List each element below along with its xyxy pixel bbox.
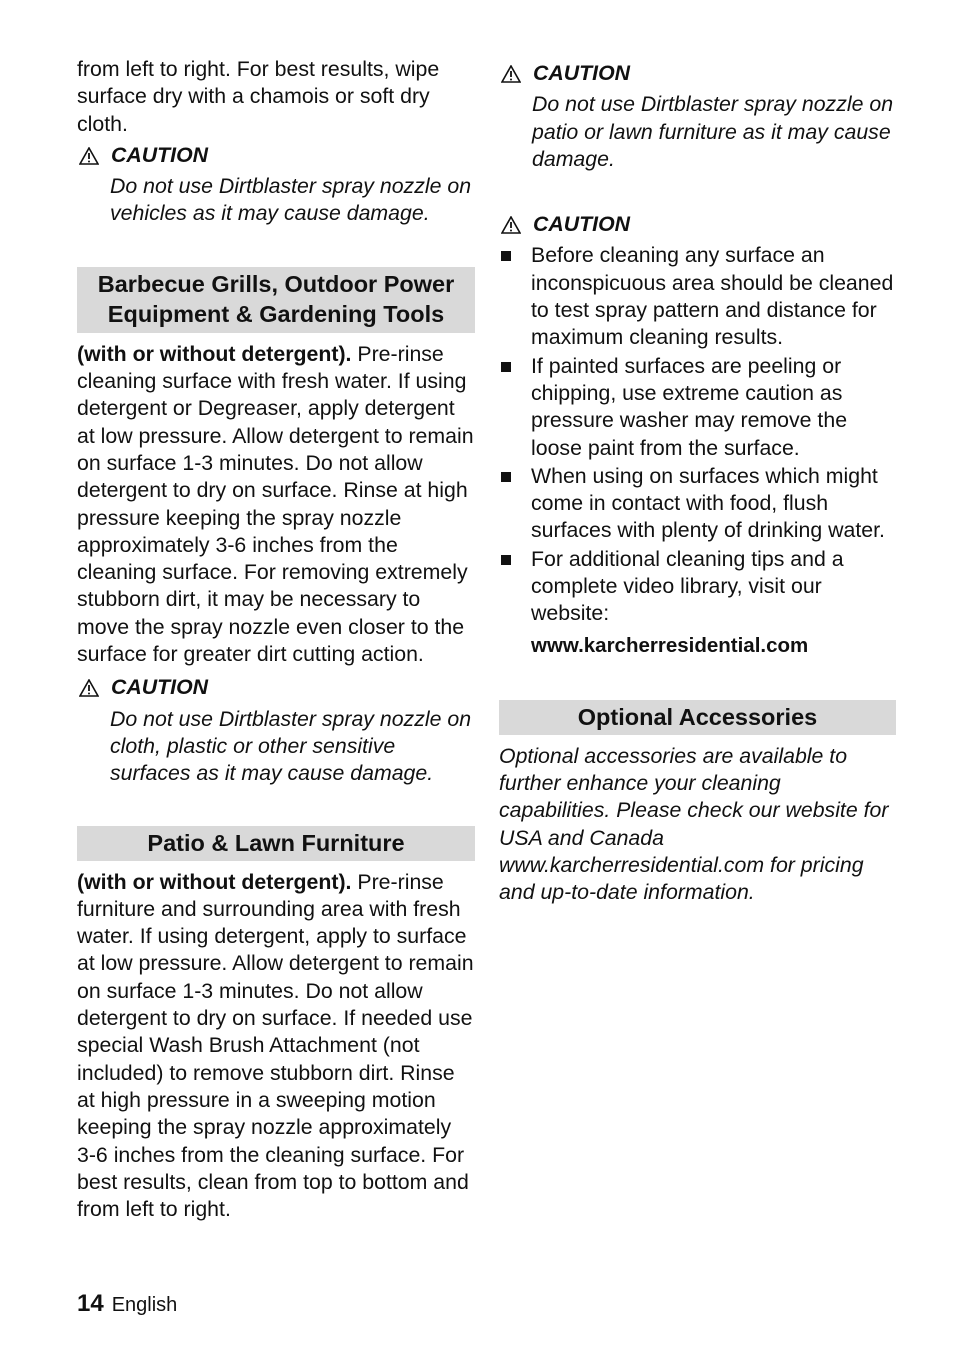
section-heading-accessories: Optional Accessories <box>499 700 896 735</box>
caution-bullet-list <box>499 242 896 627</box>
caution-text: Do not use Dirtblaster spray nozzle on patio or lawn furniture as it may cause damage. <box>532 92 894 171</box>
website-link[interactable]: www.karcherresidential.com <box>531 633 809 657</box>
caution-label: CAUTION <box>111 675 209 700</box>
page-footer <box>77 1290 177 1318</box>
page-number: 14 <box>77 1290 104 1317</box>
paragraph-body: Pre-rinse furniture and surrounding area with fresh water. If using detergent, apply to surface at low pressure. Allow detergent to remain on surface 1-3 minutes. Do not allow detergent to dry on surface. If needed use special Wash Brush Attachment (not included) to remove stubborn dirt. Rinse at high pressure in a sweeping motion keeping the spray nozzle approximately 3-6 inches from the cleaning surface. For best results, clean from top to bottom and from left to right. <box>77 869 474 1222</box>
section-heading-patio: Patio & Lawn Furniture <box>77 826 475 861</box>
bullet-item: When using on surfaces which might come in contact with food, flush surfaces with plenty of drinking water. <box>499 463 896 545</box>
caution-heading <box>77 142 475 169</box>
page-language: English <box>111 1294 178 1316</box>
bullet-item: Before cleaning any surface an inconspicuous area should be cleaned to test spray pattern and distance for maximum cleaning results. <box>499 242 896 351</box>
caution-text: Do not use Dirtblaster spray nozzle on cloth, plastic or other sensitive surfaces as it may cause damage. <box>110 706 472 786</box>
caution-heading <box>499 211 896 238</box>
section-paragraph-patio <box>77 869 475 1224</box>
square-bullet-icon <box>501 555 511 565</box>
paragraph-lead: (with or without detergent). <box>77 869 352 894</box>
square-bullet-icon <box>501 472 511 482</box>
square-bullet-icon <box>501 362 511 372</box>
accessories-paragraph: Optional accessories are available to further enhance your cleaning capabilities. Please check our website for USA and Canada www.karcherresidential.com for pricing and up-to-date information. <box>499 743 889 905</box>
intro-paragraph: from left to right. For best results, wipe surface dry with a chamois or soft dry cloth. <box>77 57 440 136</box>
caution-text: Do not use Dirtblaster spray nozzle on vehicles as it may cause damage. <box>110 174 472 226</box>
warning-triangle-icon <box>501 65 521 83</box>
warning-triangle-icon <box>79 679 99 697</box>
paragraph-body: Pre-rinse cleaning surface with fresh water. If using detergent or Degreaser, apply detergent at low pressure. Allow detergent to remain on surface 1-3 minutes. Do not allow detergent to dry on surface. Rinse at high pressure keeping the spray nozzle approximately 3-6 inches from the cleaning surface. For removing extremely stubborn dirt, it may be necessary to move the spray nozzle even closer to the surface for greater dirt cutting action. <box>77 341 474 667</box>
right-column <box>499 56 896 906</box>
left-column <box>77 56 475 1223</box>
section-heading-barbecue: Barbecue Grills, Outdoor Power Equipment & Gardening Tools <box>77 267 475 333</box>
warning-triangle-icon <box>501 216 521 234</box>
section-paragraph-barbecue <box>77 341 475 669</box>
bullet-item: For additional cleaning tips and a complete video library, visit our website: <box>499 546 896 628</box>
caution-label: CAUTION <box>533 212 631 237</box>
warning-triangle-icon <box>79 147 99 165</box>
caution-label: CAUTION <box>533 61 631 85</box>
square-bullet-icon <box>501 251 511 261</box>
bullet-item: If painted surfaces are peeling or chipping, use extreme caution as pressure washer may remove the loose paint from the surface. <box>499 353 896 462</box>
caution-label: CAUTION <box>111 142 209 167</box>
paragraph-lead: (with or without detergent). <box>77 341 352 366</box>
caution-heading <box>499 60 896 87</box>
caution-heading <box>77 674 475 701</box>
